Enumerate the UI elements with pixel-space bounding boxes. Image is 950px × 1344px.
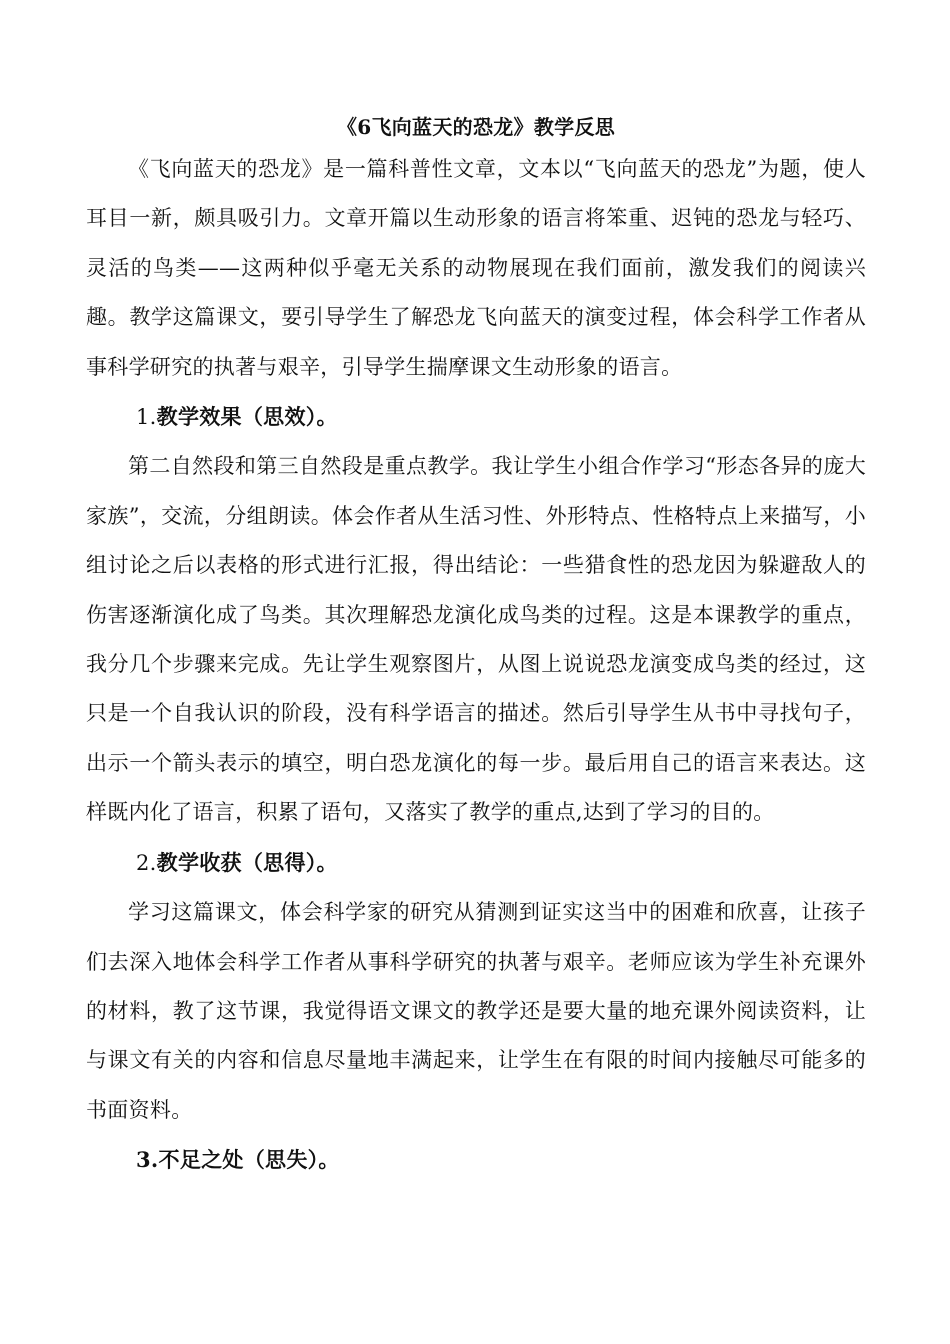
document-title: 《6飞向蓝天的恐龙》教学反思	[336, 115, 616, 139]
section-heading-1	[86, 392, 866, 442]
section-body-2: 学习这篇课文，体会科学家的研究从猜测到证实这当中的困难和欣喜，让孩子们去深入地体会科学工作者从事科学研究的执著与艰辛。老师应该为学生补充课外的材料，教了这节课，我觉得语文课文的教学还是要大量的地充课外阅读资料，让与课文有关的内容和信息尽量地丰满起来，让学生在有限的时间内接触尽可能多的书面资料。	[86, 900, 866, 1122]
section-title-1: 教学效果（思效）。	[156, 404, 338, 430]
section-heading-2	[86, 838, 866, 888]
intro-paragraph: 《飞向蓝天的恐龙》是一篇科普性文章，文本以“飞向蓝天的恐龙”为题，使人耳目一新，颇具吸引力。文章开篇以生动形象的语言将笨重、迟钝的恐龙与轻巧、灵活的鸟类——这两种似乎毫无关系的动物展现在我们面前，激发我们的阅读兴趣。教学这篇课文，要引导学生了解恐龙飞向蓝天的演变过程，体会科学工作者从事科学研究的执著与艰辛，引导学生揣摩课文生动形象的语言。	[86, 157, 866, 379]
section-number-3: 3.	[136, 1147, 159, 1173]
document-content	[86, 112, 866, 1185]
section-number-1: 1.	[136, 405, 157, 430]
section-heading-3	[86, 1135, 866, 1184]
section-title-2: 教学收获（思得）。	[156, 849, 338, 875]
section-body-1: 第二自然段和第三自然段是重点教学。我让学生小组合作学习“形态各异的庞大家族”，交流，分组朗读。体会作者从生活习性、外形特点、性格特点上来描写，小组讨论之后以表格的形式进行汇报，得出结论：一些猎食性的恐龙因为躲避敌人的伤害逐渐演化成了鸟类。其次理解恐龙演化成鸟类的过程。这是本课教学的重点，我分几个步骤来完成。先让学生观察图片，从图上说说恐龙演变成鸟类的经过，这只是一个自我认识的阶段，没有科学语言的描述。然后引导学生从书中寻找句子，出示一个箭头表示的填空，明白恐龙演化的每一步。最后用自己的语言来表达。这样既内化了语言，积累了语句，又落实了教学的重点,达到了学习的目的。	[86, 454, 866, 825]
section-title-3: 不足之处（思失）。	[158, 1147, 340, 1173]
section-number-2: 2.	[136, 850, 157, 875]
